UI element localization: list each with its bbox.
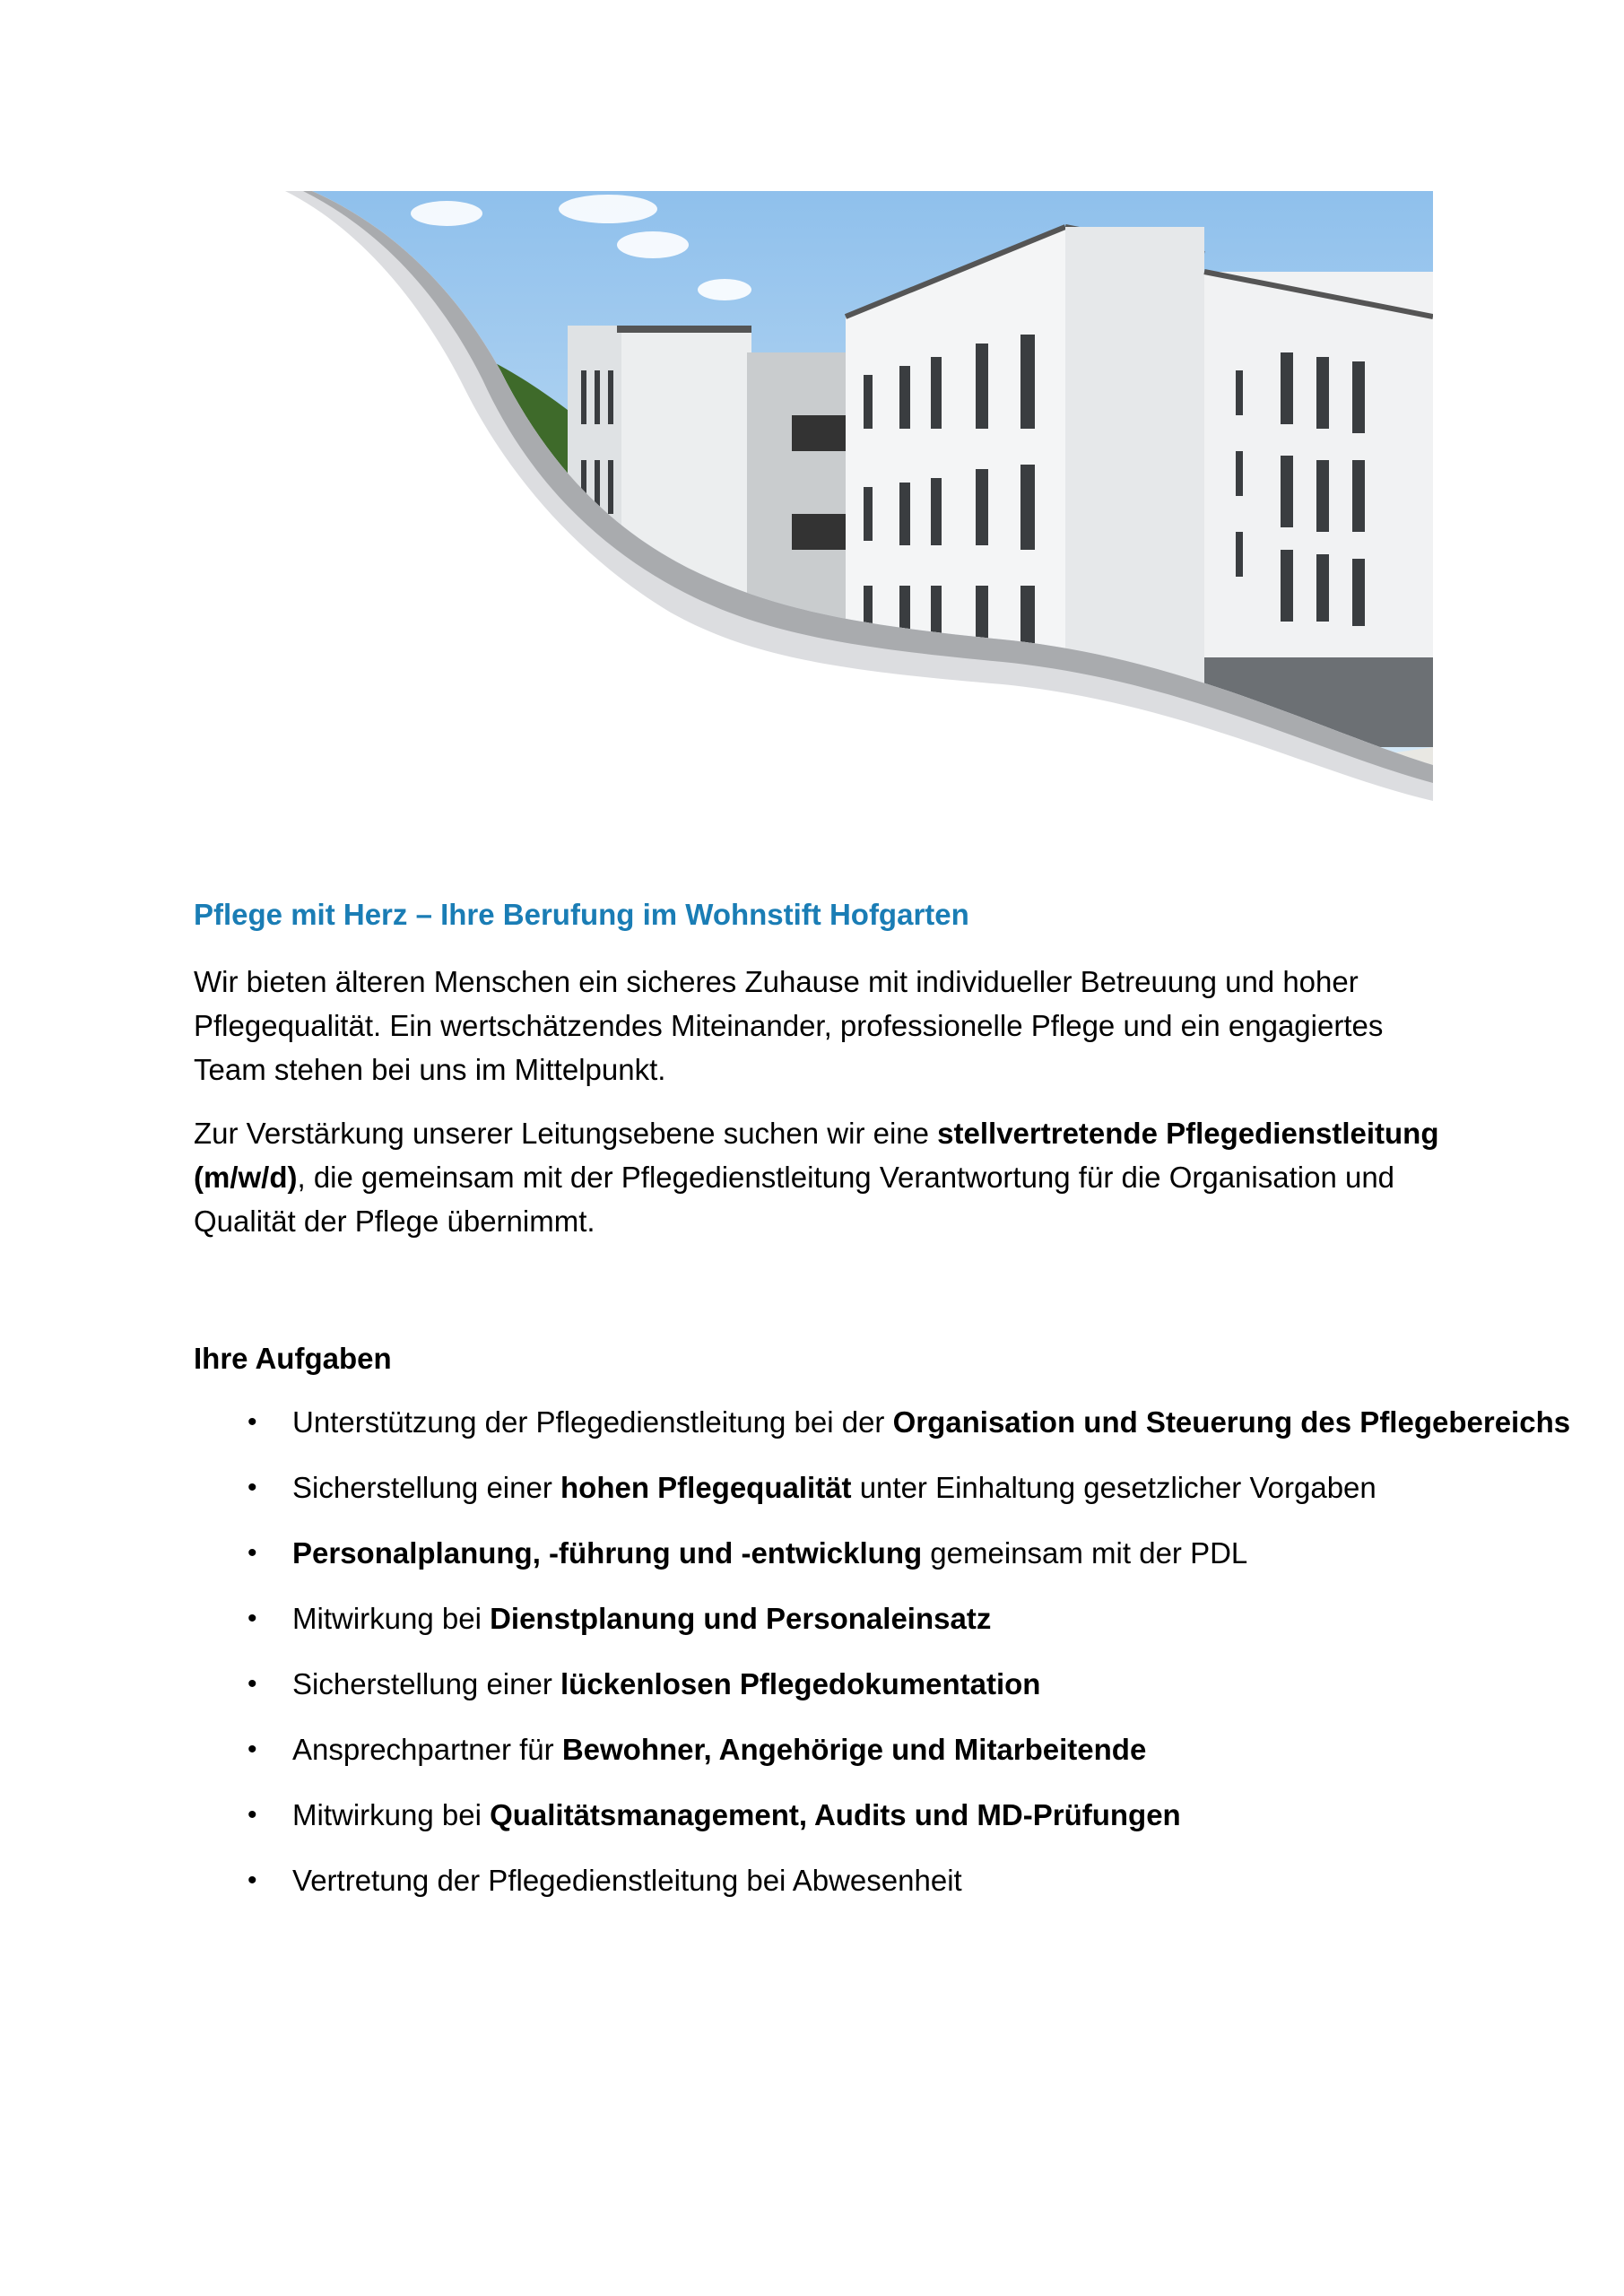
position-paragraph	[194, 1111, 1449, 1243]
bullet-icon: •	[248, 1800, 257, 1830]
task-text-post: gemeinsam mit der PDL	[922, 1536, 1248, 1570]
spacer	[194, 1263, 1449, 1336]
task-text-bold: hohen Pflegequalität	[560, 1471, 852, 1504]
task-text-bold: Personalplanung, -führung und -entwicklung	[292, 1536, 923, 1570]
intro-paragraph: Wir bieten älteren Menschen ein sicheres Zuhause mit individueller Betreuung und hoher Pflegequalität. Ein wertschätzendes Miteinander, professionelle Pflege und ein engagiertes Team stehen bei uns im Mittelpunkt.	[194, 965, 1384, 1086]
bullet-icon: •	[248, 1407, 257, 1437]
task-item	[194, 1400, 1602, 1444]
task-item	[194, 1465, 1602, 1509]
bullet-icon: •	[248, 1735, 257, 1764]
tasks-list	[194, 1400, 1571, 1902]
task-text-pre: Mitwirkung bei	[292, 1798, 491, 1831]
intro-heading: Pflege mit Herz – Ihre Berufung im Wohnstift Hofgarten	[194, 898, 969, 931]
task-item	[194, 1858, 1602, 1902]
bullet-icon: •	[248, 1538, 257, 1568]
position-text-pre: Zur Verstärkung unserer Leitungsebene suchen wir eine	[194, 1117, 938, 1150]
task-item	[194, 1662, 1602, 1706]
bullet-icon: •	[248, 1473, 257, 1502]
task-text-bold: Dienstplanung und Personaleinsatz	[490, 1602, 992, 1635]
task-text-bold: lückenlosen Pflegedokumentation	[560, 1667, 1041, 1700]
job-posting-content	[194, 890, 1571, 1924]
position-title: stellvertretende Pflegedienstleitung (m/w/d)	[194, 1117, 1439, 1194]
hero-image	[285, 191, 1433, 801]
building-photo	[285, 191, 1433, 801]
bullet-icon: •	[248, 1866, 257, 1895]
task-text-bold: Organisation und Steuerung des Pflegebereichs	[892, 1405, 1571, 1439]
task-item	[194, 1793, 1602, 1837]
tasks-title: Ihre Aufgaben	[194, 1342, 392, 1375]
task-text-pre: Sicherstellung einer	[292, 1667, 560, 1700]
task-text-pre: Sicherstellung einer	[292, 1471, 560, 1504]
task-text-pre: Unterstützung der Pflegedienstleitung bei der	[292, 1405, 893, 1439]
task-text-pre: Ansprechpartner für	[292, 1733, 562, 1766]
bullet-icon: •	[248, 1604, 257, 1633]
task-item	[194, 1727, 1602, 1771]
position-text-post: , die gemeinsam mit der Pflegedienstleitung Verantwortung für die Organisation und Qualität der Pflege übernimmt.	[194, 1161, 1395, 1238]
bullet-icon: •	[248, 1669, 257, 1699]
task-item	[194, 1596, 1602, 1640]
task-text-bold: Qualitätsmanagement, Audits und MD-Prüfungen	[490, 1798, 1181, 1831]
spacer	[194, 1380, 1449, 1400]
task-text-pre: Vertretung der Pflegedienstleitung bei Abwesenheit	[292, 1864, 962, 1897]
task-text-pre: Mitwirkung bei	[292, 1602, 491, 1635]
task-text-bold: Bewohner, Angehörige und Mitarbeitende	[561, 1733, 1147, 1766]
task-item	[194, 1531, 1602, 1575]
task-text-post: unter Einhaltung gesetzlicher Vorgaben	[851, 1471, 1376, 1504]
